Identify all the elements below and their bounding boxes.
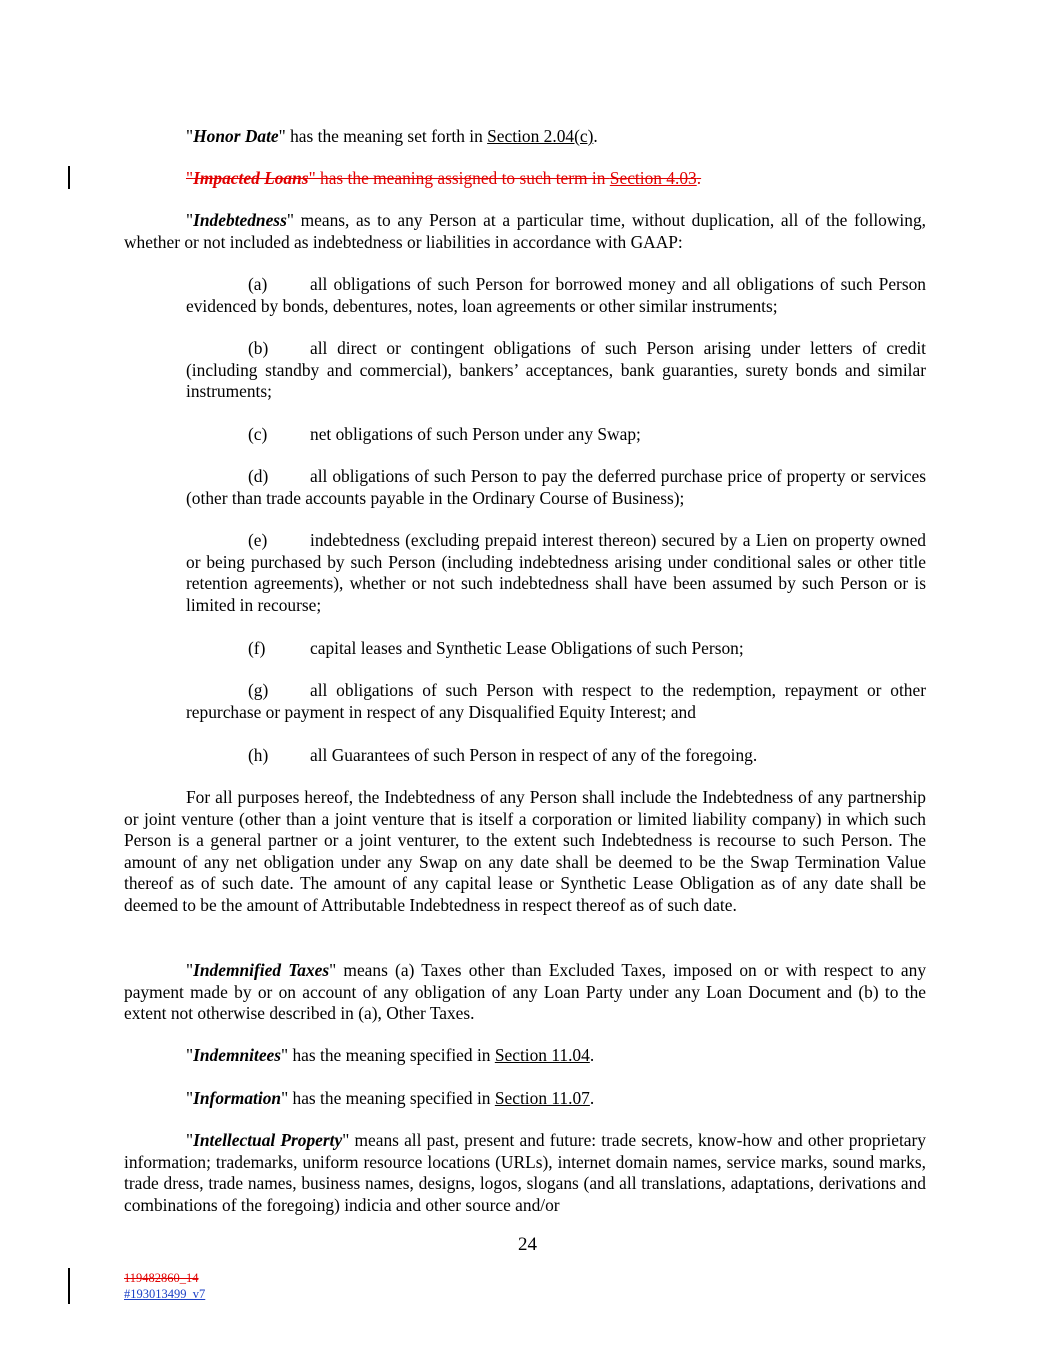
old-document-id: 119482860_14 [124, 1271, 199, 1285]
list-item: (h) all Guarantees of such Person in respect of any of the foregoing. [248, 745, 758, 765]
new-document-id[interactable]: #193013499_v7 [124, 1287, 206, 1301]
definition-indebtedness: "Indebtedness" means, as to any Person at a particular time, without duplication, all of the following, whether or not included as indebtedness or liabilities in accordance with GAAP: [124, 210, 926, 252]
list-item: (e) indebtedness (excluding prepaid interest thereon) secured by a Lien on property owned or being purchased by such Person (including indebtedness arising under conditional sales or other title retention agreements), whether or not such indebtedness shall have been assumed by such Person or is limited in recourse; [186, 530, 926, 615]
change-bar [68, 166, 70, 189]
defined-term: Intellectual Property [193, 1130, 343, 1150]
section-reference[interactable]: Section 4.03 [609, 168, 697, 188]
defined-term: Indebtedness [193, 210, 287, 230]
definition-honor-date: "Honor Date" has the meaning set forth in Section 2.04(c). [186, 126, 598, 146]
list-item: (b) all direct or contingent obligations of such Person arising under letters of credit (including standby and commercial), bankers’ acceptances, bank guaranties, surety bonds and similar instruments; [186, 338, 926, 402]
change-bar [68, 1268, 70, 1304]
page-number: 24 [518, 1234, 537, 1255]
defined-term: Indemnified Taxes [193, 960, 330, 980]
list-item: (d) all obligations of such Person to pay the deferred purchase price of property or services (other than trade accounts payable in the Ordinary Course of Business); [186, 466, 926, 508]
section-reference[interactable]: Section 2.04(c) [487, 126, 594, 146]
list-item: (g) all obligations of such Person with respect to the redemption, repayment or other repurchase or payment in respect of any Disqualified Equity Interest; and [186, 680, 926, 722]
definition-intellectual-property: "Intellectual Property" means all past, present and future: trade secrets, know-how and other proprietary information; trademarks, uniform resource locations (URLs), internet domain names, service marks, sound marks, trade dress, trade names, business names, designs, logos, slogans (and all translations, adaptations, derivations and combinations of the foregoing) indicia and other source and/or [124, 1130, 926, 1215]
definition-indemnitees: "Indemnitees" has the meaning specified in Section 11.04. [186, 1045, 595, 1065]
defined-term: Impacted Loans [193, 168, 309, 188]
section-reference[interactable]: Section 11.04 [494, 1045, 590, 1065]
paragraph-for-all-purposes: For all purposes hereof, the Indebtedness of any Person shall include the Indebtedness of any partnership or joint venture (other than a joint venture that is itself a corporation or limited liability company) in which such Person is a general partner or a joint venturer, to the extent such Indebtedness is recourse to such Person. The amount of any net obligation under any Swap on any date shall be deemed to be the Swap Termination Value thereof as of such date. The amount of any capital lease or Synthetic Lease Obligation as of any date shall be deemed to be the amount of Attributable Indebtedness in respect thereof as of such date. [124, 787, 926, 915]
defined-term: Indemnitees [193, 1045, 282, 1065]
list-item: (c) net obligations of such Person under any Swap; [248, 424, 641, 444]
definition-indemnified-taxes: "Indemnified Taxes" means (a) Taxes other than Excluded Taxes, imposed on or with respect to any payment made by or on account of any obligation of any Loan Party under any Loan Document and (b) to the extent not otherwise described in (a), Other Taxes. [124, 960, 927, 1024]
definition-information: "Information" has the meaning specified in Section 11.07. [186, 1088, 595, 1108]
defined-term: Honor Date [193, 126, 279, 146]
section-reference[interactable]: Section 11.07 [494, 1088, 590, 1108]
list-item: (f) capital leases and Synthetic Lease Obligations of such Person; [248, 638, 744, 658]
defined-term: Information [193, 1088, 282, 1108]
list-item: (a) all obligations of such Person for borrowed money and all obligations of such Person evidenced by bonds, debentures, notes, loan agreements or other similar instruments; [186, 274, 926, 316]
definition-impacted-loans-deleted: "Impacted Loans" has the meaning assigned to such term in Section 4.03. [186, 168, 702, 188]
